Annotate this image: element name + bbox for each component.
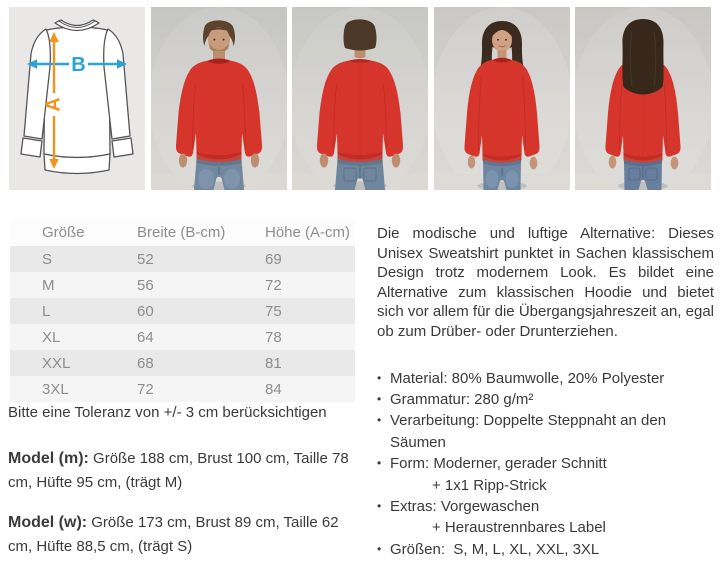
hair-shape xyxy=(622,19,663,95)
model-w-label: Model (w): xyxy=(8,514,88,531)
feature-groessen: • Größen: S, M, L, XL, XXL, 3XL xyxy=(377,539,714,560)
table-cell: 68 xyxy=(137,354,154,372)
feature-extras-continuation: + Heraustrennbares Label xyxy=(432,519,606,537)
male-back-illustration xyxy=(292,7,428,190)
table-cell: 72 xyxy=(265,276,282,294)
size-diagram-image xyxy=(9,7,145,190)
bullet-icon: • xyxy=(377,541,382,556)
column-header-groesse: Größe xyxy=(42,224,85,241)
sweatshirt-outline-shape xyxy=(21,20,133,174)
feature-material: • Material: 80% Baumwolle, 20% Polyester xyxy=(377,368,714,389)
sweatshirt-shape xyxy=(464,59,539,161)
feature-form-continuation: + 1x1 Ripp-Strick xyxy=(432,476,547,494)
table-cell: XXL xyxy=(42,354,71,372)
photo-male-front xyxy=(151,7,287,190)
size-table-header xyxy=(10,219,355,246)
feature-extras: • Extras: Vorgewaschen xyxy=(377,496,714,517)
product-description: Die modische und luftige Alternative: Dieses Unisex Sweatshirt punktet in Sachen klassischem Design trotz modernem Look. Es bildet eine Alternative zum klassischen Hoodie und bietet sich vor allem für die Übergangsjahreszeit an, egal ob zum Drüber- oder Drunterziehen. xyxy=(377,225,714,340)
table-cell: 69 xyxy=(265,250,282,268)
table-cell: 72 xyxy=(137,380,154,398)
female-front-illustration xyxy=(434,7,570,190)
model-w-info xyxy=(8,511,364,559)
table-cell: 60 xyxy=(137,302,154,320)
column-header-breite: Breite (B-cm) xyxy=(137,224,226,241)
model-m-text: Größe 188 cm, Brust 100 cm, Taille 78 cm, Hüfte 95 cm, (trägt M) xyxy=(8,450,349,491)
table-cell: M xyxy=(42,276,55,294)
feature-list xyxy=(377,368,714,561)
bullet-icon: • xyxy=(377,370,382,385)
male-front-illustration xyxy=(151,7,287,190)
sweatshirt-shape xyxy=(175,59,261,159)
table-cell: XL xyxy=(42,328,61,346)
table-row-s xyxy=(10,246,355,272)
table-cell: 78 xyxy=(265,328,282,346)
bullet-icon: • xyxy=(377,413,382,428)
table-row-l xyxy=(10,298,355,324)
hair-shape xyxy=(344,19,377,50)
photo-male-back xyxy=(292,7,428,190)
feature-form: • Form: Moderner, gerader Schnitt xyxy=(377,453,714,474)
model-w-text: Größe 173 cm, Brust 89 cm, Taille 62 cm, Hüfte 88,5 cm, (trägt S) xyxy=(8,514,339,555)
table-cell: 75 xyxy=(265,302,282,320)
product-description-column xyxy=(377,224,714,560)
tolerance-note: Bitte eine Toleranz von +/- 3 cm berücksichtigen xyxy=(8,404,327,421)
feature-grammatur: • Grammatur: 280 g/m² xyxy=(377,389,714,410)
photo-female-back xyxy=(575,7,711,190)
model-m-info xyxy=(8,447,364,495)
table-row-3xl xyxy=(10,376,355,402)
table-cell: 84 xyxy=(265,380,282,398)
model-m-label: Model (m): xyxy=(8,450,89,467)
bullet-icon: • xyxy=(377,456,382,471)
table-cell: 52 xyxy=(137,250,154,268)
label-a: A xyxy=(42,97,65,112)
photo-female-front xyxy=(434,7,570,190)
bullet-icon: • xyxy=(377,499,382,513)
table-cell: 64 xyxy=(137,328,154,346)
table-row-m xyxy=(10,272,355,298)
table-row-xl xyxy=(10,324,355,350)
female-back-illustration xyxy=(575,7,711,190)
table-cell: 3XL xyxy=(42,380,69,398)
bullet-icon: • xyxy=(377,391,382,406)
table-cell: S xyxy=(42,250,53,268)
product-gallery xyxy=(9,7,711,190)
table-cell: 81 xyxy=(265,354,282,372)
size-table xyxy=(10,219,355,402)
label-b: B xyxy=(71,54,86,76)
size-diagram-illustration xyxy=(9,7,145,190)
table-row-xxl xyxy=(10,350,355,376)
column-header-hoehe: Höhe (A-cm) xyxy=(265,224,351,241)
table-cell: L xyxy=(42,302,51,320)
table-cell: 56 xyxy=(137,276,154,294)
feature-verarbeitung: • Verarbeitung: Doppelte Steppnaht an den Säumen xyxy=(377,410,714,453)
